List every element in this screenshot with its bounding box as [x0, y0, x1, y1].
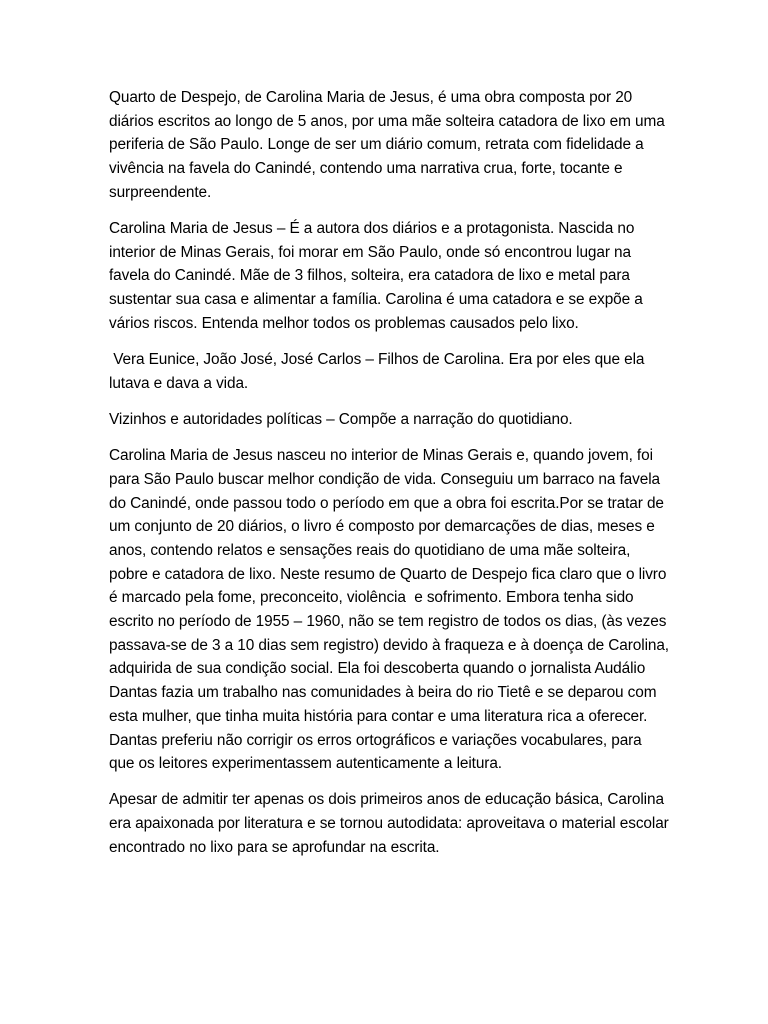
paragraph-education: Apesar de admitir ter apenas os dois primeiros anos de educação básica, Carolina era apaixonada por literatura e se tornou autodidata: aproveitava o material escolar encontrado no lixo para se aprofundar na escrita.	[109, 791, 673, 856]
paragraph-carolina: Carolina Maria de Jesus – É a autora dos diários e a protagonista. Nascida no interior de Minas Gerais, foi morar em São Paulo, onde só encontrou lugar na favela do Canindé. Mãe de 3 filhos, solteira, era catadora de lixo e metal para sustentar sua casa e alimentar a família. Carolina é uma catadora e se expõe a vários riscos. Entenda melhor todos os problemas causados pelo lixo.	[109, 220, 647, 332]
paragraph-children: Vera Eunice, João José, José Carlos – Filhos de Carolina. Era por eles que ela lutava e dava a vida.	[109, 351, 649, 392]
paragraph-neighbors: Vizinhos e autoridades políticas – Compõe a narração do quotidiano.	[109, 410, 573, 428]
document-body	[109, 86, 674, 872]
paragraph-intro: Quarto de Despejo, de Carolina Maria de Jesus, é uma obra composta por 20 diários escritos ao longo de 5 anos, por uma mãe solteira catadora de lixo em uma periferia de São Paulo. Longe de ser um diário comum, retrata com fidelidade a vivência na favela do Canindé, contendo uma narrativa crua, forte, tocante e surpreendente.	[109, 89, 669, 201]
paragraph-summary: Carolina Maria de Jesus nasceu no interior de Minas Gerais e, quando jovem, foi para São Paulo buscar melhor condição de vida. Conseguiu um barraco na favela do Canindé, onde passou todo o período em que a obra foi escrita.Por se tratar de um conjunto de 20 diários, o livro é composto por demarcações de dias, meses e anos, contendo relatos e sensações reais do quotidiano de uma mãe solteira, pobre e catadora de lixo. Neste resumo de Quarto de Despejo fica claro que o livro é marcado pela fome, preconceito, violência e sofrimento. Embora tenha sido escrito no período de 1955 – 1960, não se tem registro de todos os dias, (às vezes passava-se de 3 a 10 dias sem registro) devido à fraqueza e à doença de Carolina, adquirida de sua condição social. Ela foi descoberta quando o jornalista Audálio Dantas fazia um trabalho nas comunidades à beira do rio Tietê e se deparou com esta mulher, que tinha muita história para contar e uma literatura rica a oferecer. Dantas preferiu não corrigir os erros ortográficos e variações vocabulares, para que os leitores experimentassem autenticamente a leitura.	[109, 447, 674, 773]
